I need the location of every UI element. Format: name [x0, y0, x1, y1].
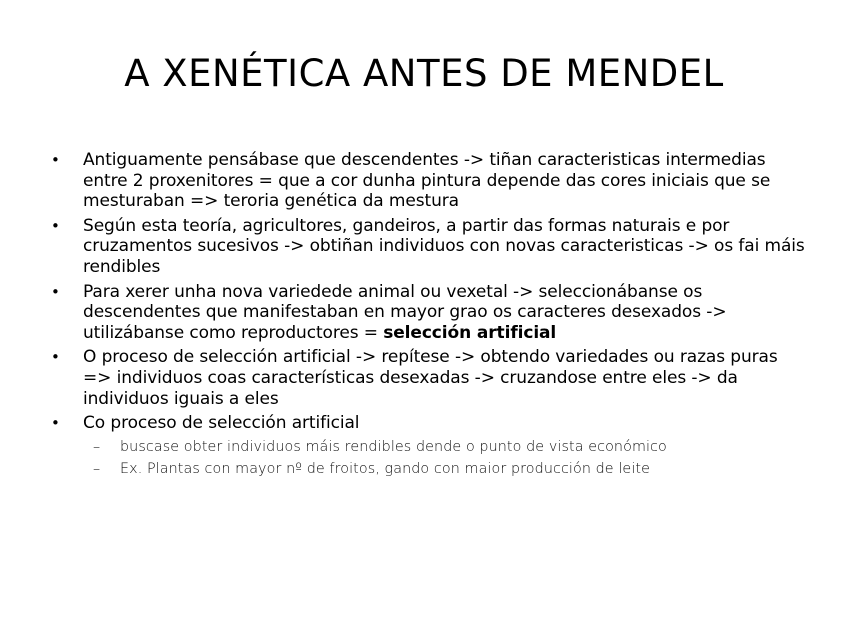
bullet-dot-icon: • — [51, 348, 60, 367]
bullet-text: Co proceso de selección artificial — [83, 413, 360, 434]
bullet-item — [48, 413, 808, 480]
bullet-dot-icon: • — [51, 216, 60, 235]
bullet-text: Para xerer unha nova variedede animal ou vexetal -> seleccionábanse os descendentes que manifestaban en mayor grao os caracteres desexados -> utilizábanse como reproductores = — [83, 281, 727, 343]
dash-icon: – — [93, 438, 101, 455]
bullet-dot-icon: • — [51, 414, 60, 433]
bullet-list — [48, 150, 808, 484]
bullet-dot-icon: • — [51, 151, 60, 169]
sub-bullet-text: Ex. Plantas con mayor nº de froitos, gando con maior producción de leite — [120, 460, 650, 477]
bullet-item — [48, 150, 808, 212]
bullet-emphasis: selección artificial — [383, 322, 557, 343]
dash-icon: – — [93, 460, 101, 477]
sub-bullet-list — [83, 436, 808, 480]
bullet-dot-icon: • — [51, 282, 60, 301]
sub-bullet-item — [83, 436, 808, 458]
slide-title: A XENÉTICA ANTES DE MENDEL — [124, 52, 724, 95]
bullet-item — [48, 347, 808, 409]
bullet-item — [48, 216, 808, 278]
bullet-text: O proceso de selección artificial -> repítese -> obtendo variedades ou razas puras => individuos coas características desexadas -> cruzandose entre eles -> da individuos iguais a eles — [83, 347, 778, 409]
bullet-text: Antiguamente pensábase que descendentes -> tiñan caracteristicas intermedias entre 2 proxenitores = que a cor dunha pintura depende das cores iniciais que se mesturaban => teroria genética da mestura — [83, 150, 771, 212]
sub-bullet-item — [83, 458, 808, 480]
bullet-text: Según esta teoría, agricultores, gandeiros, a partir das formas naturais e por cruzamentos sucesivos -> obtiñan individuos con novas caracteristicas -> os fai máis rendibles — [83, 215, 805, 277]
sub-bullet-text: buscase obter individuos máis rendibles dende o punto de vista económico — [120, 438, 667, 455]
bullet-item — [48, 282, 808, 344]
